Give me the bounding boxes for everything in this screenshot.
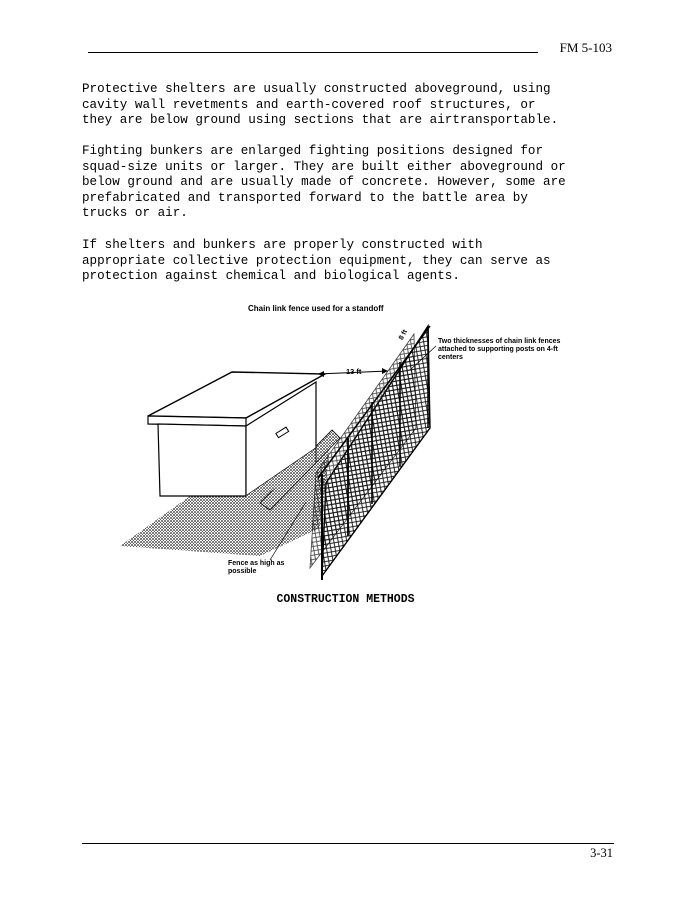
header-title: FM 5-103 bbox=[559, 40, 612, 55]
figure-caption bbox=[0, 593, 695, 606]
figure-title: Chain link fence used for a standoff bbox=[248, 304, 384, 313]
header-rule bbox=[88, 52, 538, 53]
shelter-front bbox=[158, 424, 246, 496]
page-number: 3-31 bbox=[590, 846, 613, 860]
paragraph-protective-shelters: Protective shelters are usually constructed aboveground, using cavity wall revetments and earth-covered roof structures, or they are below ground using sections that are airtransportable. bbox=[82, 82, 559, 127]
construction-figure bbox=[110, 298, 610, 588]
distance-label: 13 ft bbox=[346, 367, 362, 376]
height-label: 8 ft bbox=[398, 328, 410, 342]
paragraph-collective-protection: If shelters and bunkers are properly constructed with appropriate collective protection equipment, they can serve as protection against chemical and biological agents. bbox=[82, 238, 551, 283]
caption-text: CONSTRUCTION METHODS bbox=[276, 593, 415, 606]
fence-note: Two thicknesses of chain link fences attached to supporting posts on 4-ft centers bbox=[438, 338, 561, 361]
paragraph-fighting-bunkers: Fighting bunkers are enlarged fighting positions designed for squad-size units or larger. They are built either aboveground or below ground and are usually made of concrete. However, some are prefabricated and transported forward to the battle area by trucks or air. bbox=[82, 144, 566, 220]
footer-rule bbox=[82, 843, 614, 844]
fence-height-note: Fence as high as possible bbox=[228, 560, 285, 575]
